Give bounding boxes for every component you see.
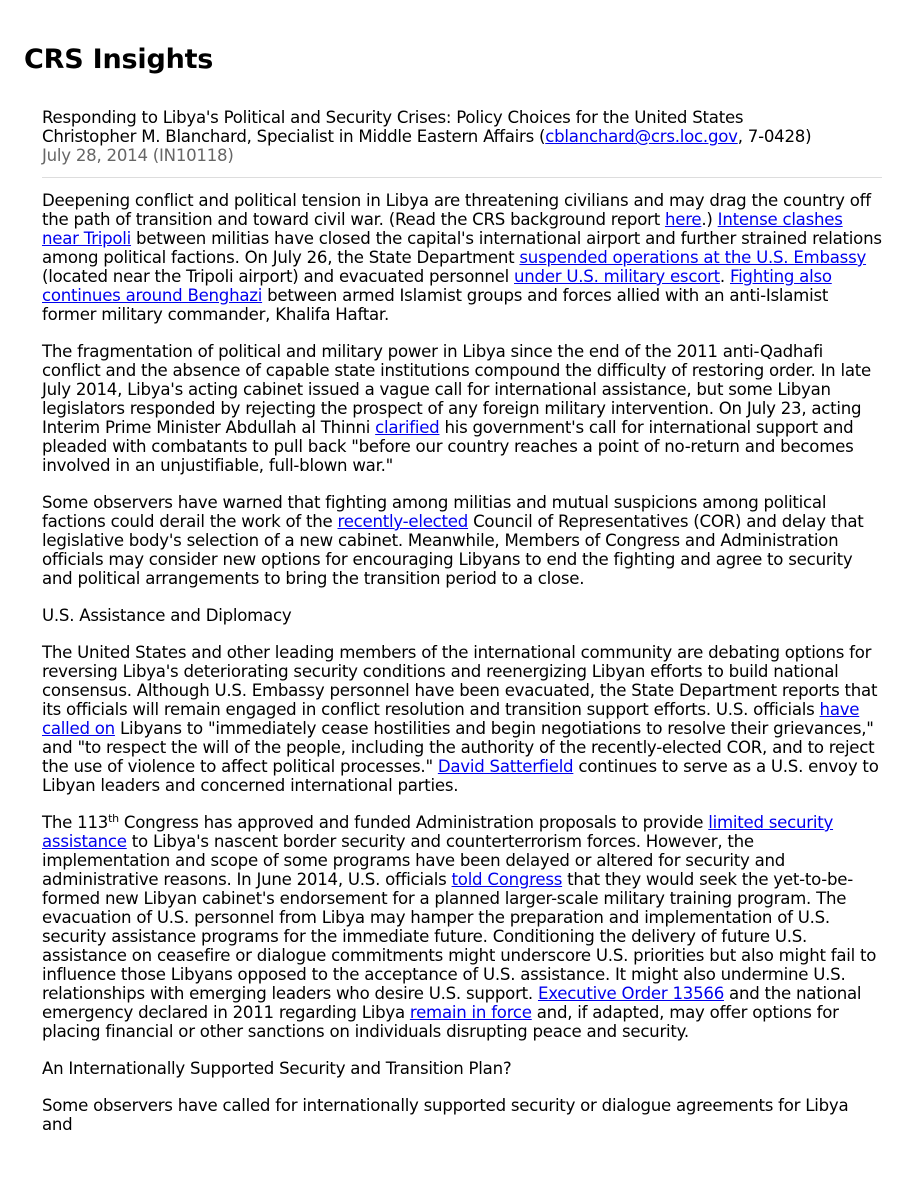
author-line: Christopher M. Blanchard, Specialist in Middle Eastern Affairs (cblanchard@crs.loc.gov, 7-0428)	[42, 127, 812, 146]
header-divider	[42, 177, 882, 178]
link-told-congress[interactable]: told Congress	[451, 870, 563, 889]
link-clarified[interactable]: clarified	[375, 418, 440, 437]
link-here[interactable]: here	[664, 210, 702, 229]
author-name: Christopher M. Blanchard, Specialist in Middle Eastern Affairs	[42, 127, 535, 146]
site-title: CRS Insights	[24, 44, 214, 75]
report-title: Responding to Libya's Political and Security Crises: Policy Choices for the United States	[42, 108, 744, 127]
section-heading-assistance: U.S. Assistance and Diplomacy	[42, 606, 292, 625]
link-suspended-operations[interactable]: suspended operations at the U.S. Embassy	[519, 248, 867, 267]
author-phone: 7-0428	[747, 127, 806, 146]
link-intense-clashes[interactable]: Intense clashes near Tripoli	[42, 210, 843, 248]
link-executive-order[interactable]: Executive Order 13566	[537, 984, 725, 1003]
link-remain-in-force[interactable]: remain in force	[409, 1003, 532, 1022]
paragraph-4: The United States and other leading members of the international community are debating options for reversing Libya's deteriorating security conditions and reenergizing Libyan efforts to build national consensus. Although U.S. Embassy personnel have been evacuated, the State Department reports that its officials will remain engaged in conflict resolution and transition support efforts. U.S. officials have called on Libyans to "immediately cease hostilities and begin negotiations to resolve their grievances," and "to respect the will of the people, including the authority of the recently-elected COR, and to reject the use of violence to affect political processes." David Satterfield continues to serve as a U.S. envoy to Libyan leaders and concerned international parties.	[42, 643, 879, 795]
paragraph-6: Some observers have called for internationally supported security or dialogue agreements for Libya and	[42, 1096, 849, 1134]
link-limited-security-assistance[interactable]: limited security assistance	[42, 813, 834, 851]
link-military-escort[interactable]: under U.S. military escort	[514, 267, 720, 286]
ordinal-superscript: th	[108, 812, 119, 825]
report-header	[42, 108, 882, 165]
link-fighting-benghazi[interactable]: Fighting also continues around Benghazi	[42, 267, 832, 305]
section-heading-transition-plan: An Internationally Supported Security and Transition Plan?	[42, 1059, 512, 1078]
report-date: July 28, 2014 (IN10118)	[42, 146, 234, 165]
link-recently-elected[interactable]: recently-elected	[337, 512, 469, 531]
paragraph-3: Some observers have warned that fighting among militias and mutual suspicions among political factions could derail the work of the recently-elected Council of Representatives (COR) and delay that legislative body's selection of a new cabinet. Meanwhile, Members of Congress and Administration officials may consider new options for encouraging Libyans to end the fighting and agree to security and political arrangements to bring the transition period to a close.	[42, 493, 864, 588]
paragraph-1: Deepening conflict and political tension in Libya are threatening civilians and may drag the country off the path of transition and toward civil war. (Read the CRS background report here.) Intense clashes near Tripoli between militias have closed the capital's international airport and further strained relations among political factions. On July 26, the State Department suspended operations at the U.S. Embassy (located near the Tripoli airport) and evacuated personnel under U.S. military escort. Fighting also continues around Benghazi between armed Islamist groups and forces allied with an anti-Islamist former military commander, Khalifa Haftar.	[42, 191, 882, 324]
paragraph-2: The fragmentation of political and military power in Libya since the end of the 2011 anti-Qadhafi conflict and the absence of capable state institutions compound the difficulty of restoring order. In late July 2014, Libya's acting cabinet issued a vague call for international assistance, but some Libyan legislators responded by rejecting the prospect of any foreign military intervention. On July 23, acting Interim Prime Minister Abdullah al Thinni clarified his government's call for international support and pleaded with combatants to pull back "before our country reaches a point of no-return and becomes involved in an unjustifiable, full-blown war."	[42, 342, 871, 475]
report-content	[42, 108, 882, 1152]
link-have-called-on[interactable]: have called on	[42, 700, 860, 738]
link-david-satterfield[interactable]: David Satterfield	[437, 757, 574, 776]
author-email-link[interactable]: cblanchard@crs.loc.gov	[545, 127, 738, 146]
paragraph-5: The 113th Congress has approved and funded Administration proposals to provide limited security assistance to Libya's nascent border security and counterterrorism forces. However, the implementation and scope of some programs have been delayed or altered for security and administrative reasons. In June 2014, U.S. officials told Congress that they would seek the yet-to-be-formed new Libyan cabinet's endorsement for a planned larger-scale military training program. The evacuation of U.S. personnel from Libya may hamper the preparation and implementation of U.S. security assistance programs for the immediate future. Conditioning the delivery of future U.S. assistance on ceasefire or dialogue commitments might underscore U.S. priorities but also might fail to influence those Libyans opposed to the acceptance of U.S. assistance. It might also undermine U.S. relationships with emerging leaders who desire U.S. support. Executive Order 13566 and the national emergency declared in 2011 regarding Libya remain in force and, if adapted, may offer options for placing financial or other sanctions on individuals disrupting peace and security.	[42, 812, 877, 1041]
